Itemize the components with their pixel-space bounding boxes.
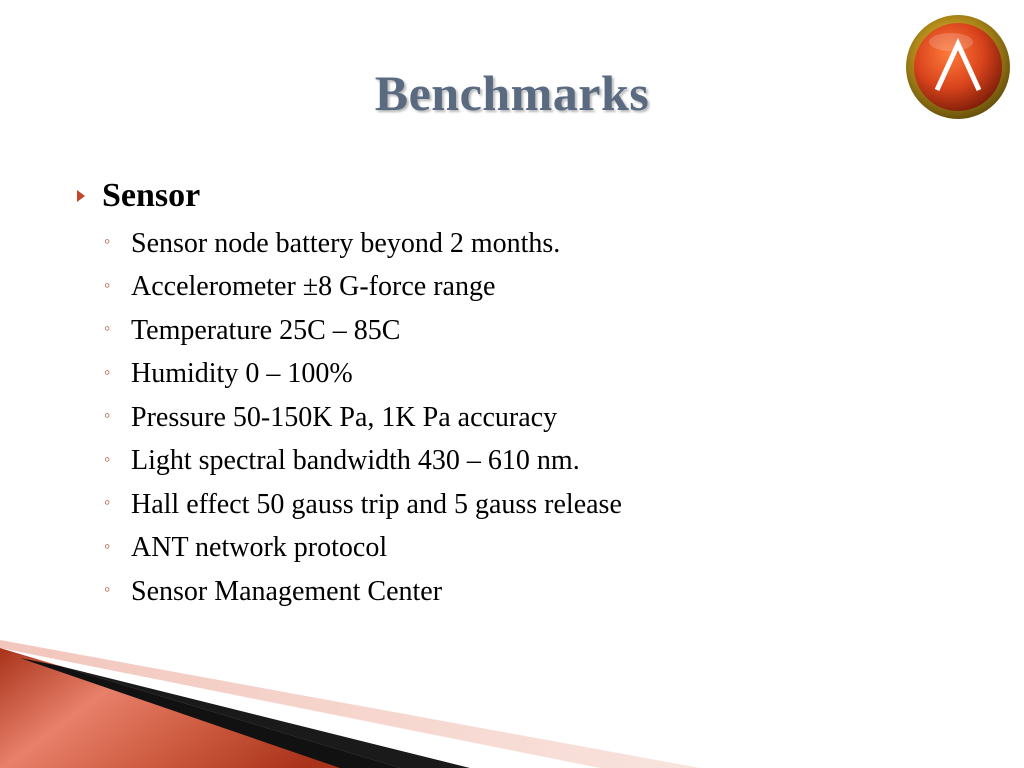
- triangle-bullet-icon: [76, 186, 102, 206]
- list-item: [104, 309, 622, 353]
- list-item: [104, 570, 622, 614]
- lambda-logo-icon: [905, 14, 1011, 120]
- list-item-text: ANT network protocol: [131, 532, 388, 564]
- ring-bullet-icon: ◦: [104, 274, 111, 295]
- list-item-text: Sensor node battery beyond 2 months.: [131, 227, 561, 259]
- list-item-text: Hall effect 50 gauss trip and 5 gauss release: [131, 488, 622, 520]
- list-item-text: Sensor Management Center: [131, 575, 443, 607]
- list-item: [104, 483, 622, 527]
- list-item-text: Temperature 25C – 85C: [131, 314, 401, 346]
- level1-bullet-item: [76, 174, 200, 218]
- list-item: [104, 396, 622, 440]
- list-item-text: Accelerometer ±8 G-force range: [131, 271, 496, 303]
- ring-bullet-icon: ◦: [104, 535, 111, 556]
- list-item: [104, 266, 622, 310]
- ring-bullet-icon: ◦: [104, 579, 111, 600]
- ring-bullet-icon: ◦: [104, 231, 111, 252]
- sub-bullet-list: [104, 222, 622, 614]
- list-item-text: Humidity 0 – 100%: [131, 358, 353, 390]
- list-item: [104, 353, 622, 397]
- ring-bullet-icon: ◦: [104, 448, 111, 469]
- ring-bullet-icon: ◦: [104, 492, 111, 513]
- ring-bullet-icon: ◦: [104, 405, 111, 426]
- list-item: [104, 440, 622, 484]
- list-item: [104, 222, 622, 266]
- section-heading: Sensor: [102, 177, 201, 214]
- ring-bullet-icon: ◦: [104, 318, 111, 339]
- bottom-swoosh-decoration: [0, 640, 1024, 768]
- list-item-text: Light spectral bandwidth 430 – 610 nm.: [131, 445, 580, 477]
- slide-title: Benchmarks: [374, 65, 650, 121]
- list-item-text: Pressure 50-150K Pa, 1K Pa accuracy: [131, 401, 558, 433]
- ring-bullet-icon: ◦: [104, 361, 111, 382]
- list-item: [104, 527, 622, 571]
